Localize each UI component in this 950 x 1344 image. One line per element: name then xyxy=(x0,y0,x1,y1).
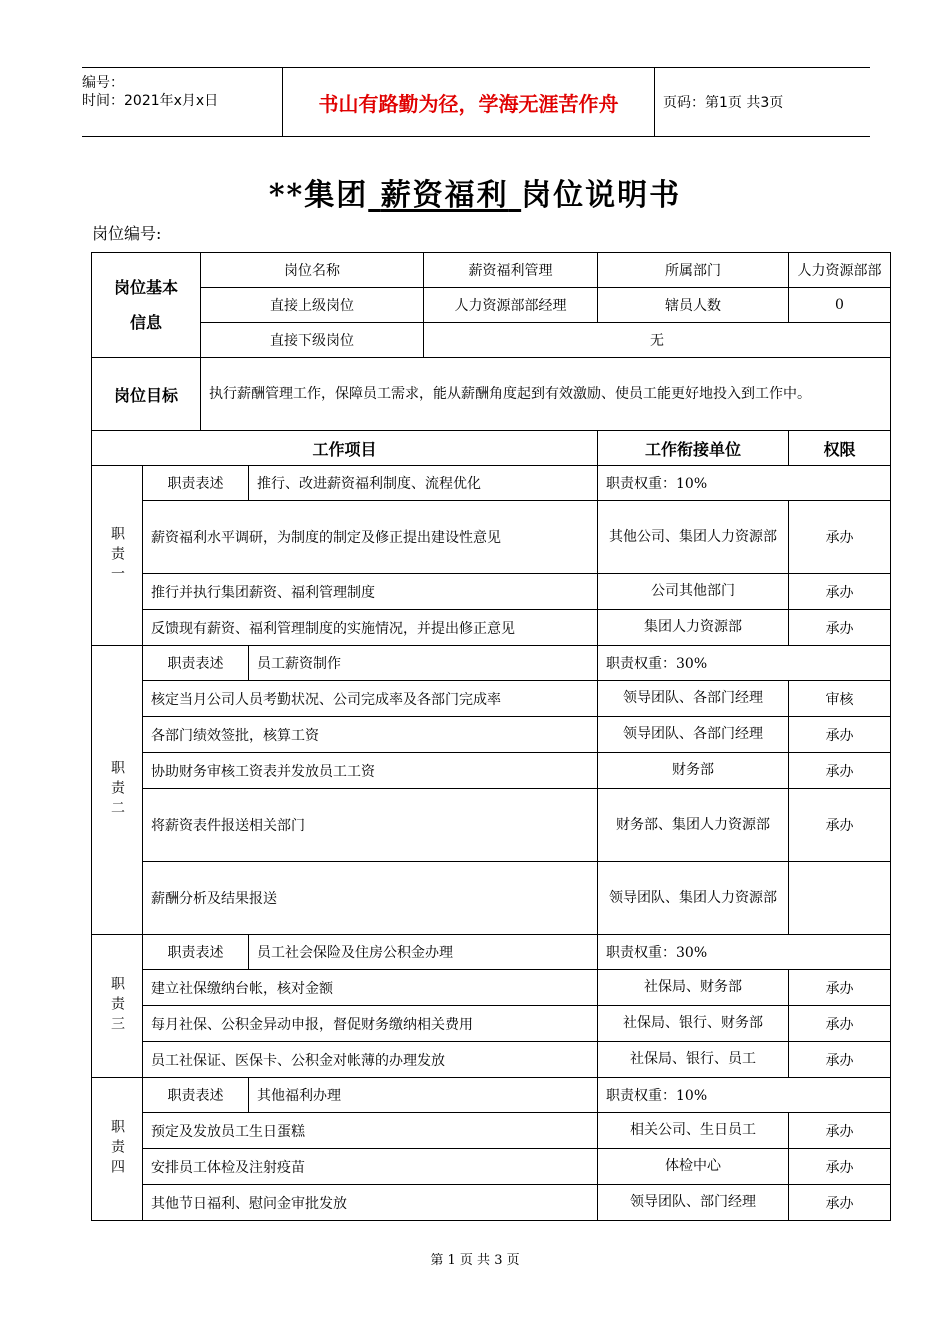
duty-item-authority: 承办 xyxy=(789,610,891,646)
duty-desc-row xyxy=(92,466,891,501)
duty-item-text: 薪资福利水平调研，为制度的制定及修正提出建设性意见 xyxy=(143,501,598,574)
duty-item-text: 建立社保缴纳台帐，核对金额 xyxy=(143,970,598,1006)
duty-desc-label: 职责表述 xyxy=(143,466,249,501)
duty-item-row xyxy=(92,681,891,717)
duty-section-label: 职责四 xyxy=(92,1078,143,1221)
duty-item-row xyxy=(92,1042,891,1078)
duty-item-text: 安排员工体检及注射疫苗 xyxy=(143,1149,598,1185)
header-meta xyxy=(82,68,282,136)
duty-desc-row xyxy=(92,646,891,681)
duty-item-authority: 审核 xyxy=(789,681,891,717)
duty-item-authority: 承办 xyxy=(789,1006,891,1042)
duty-desc-label: 职责表述 xyxy=(143,1078,249,1113)
title-dept: 薪资福利 xyxy=(380,178,509,213)
duty-item-unit: 领导团队、部门经理 xyxy=(598,1185,789,1221)
duty-item-unit: 社保局、财务部 xyxy=(598,970,789,1006)
duty-item-text: 其他节日福利、慰问金审批发放 xyxy=(143,1185,598,1221)
staff-count-label: 辖员人数 xyxy=(598,288,789,323)
duty-item-unit: 领导团队、集团人力资源部 xyxy=(598,862,789,935)
job-description-table xyxy=(91,252,891,1221)
goal-text: 执行薪酬管理工作，保障员工需求，能从薪酬角度起到有效激励、使员工能更好地投入到工作中。 xyxy=(201,358,891,431)
duty-item-authority: 承办 xyxy=(789,717,891,753)
duty-desc-text: 其他福利办理 xyxy=(249,1078,598,1113)
column-header-authority: 权限 xyxy=(789,431,891,466)
duty-item-authority: 承办 xyxy=(789,1185,891,1221)
duty-item-unit: 社保局、银行、员工 xyxy=(598,1042,789,1078)
title-suffix: 岗位说明书 xyxy=(521,178,682,213)
post-name-value: 薪资福利管理 xyxy=(424,253,598,288)
duty-item-text: 推行并执行集团薪资、福利管理制度 xyxy=(143,574,598,610)
duty-item-row xyxy=(92,717,891,753)
duty-item-row xyxy=(92,753,891,789)
duty-item-authority: 承办 xyxy=(789,501,891,574)
duty-item-row xyxy=(92,610,891,646)
duty-item-authority: 承办 xyxy=(789,753,891,789)
duty-item-unit: 其他公司、集团人力资源部 xyxy=(598,501,789,574)
duty-item-authority: 承办 xyxy=(789,1149,891,1185)
duty-item-unit: 领导团队、各部门经理 xyxy=(598,681,789,717)
duty-item-authority: 承办 xyxy=(789,970,891,1006)
duty-item-unit: 财务部 xyxy=(598,753,789,789)
duty-item-text: 将薪资表件报送相关部门 xyxy=(143,789,598,862)
duty-item-text: 每月社保、公积金异动申报，督促财务缴纳相关费用 xyxy=(143,1006,598,1042)
duty-item-text: 各部门绩效签批，核算工资 xyxy=(143,717,598,753)
duty-item-authority xyxy=(789,862,891,935)
header-page-label: 页码：第1页 共3页 xyxy=(663,95,784,111)
duty-desc-row xyxy=(92,1078,891,1113)
duty-item-text: 预定及发放员工生日蛋糕 xyxy=(143,1113,598,1149)
basic-row-3 xyxy=(92,323,891,358)
duty-item-authority: 承办 xyxy=(789,574,891,610)
document-title xyxy=(0,170,950,214)
title-prefix: **集团 xyxy=(268,178,369,213)
page-footer: 第 1 页 共 3 页 xyxy=(430,1253,520,1268)
dept-value: 人力资源部部 xyxy=(789,253,891,288)
basic-row-2 xyxy=(92,288,891,323)
number-label: 编号： xyxy=(82,75,124,91)
header-motto: 书山有路勤为径，学海无涯苦作舟 xyxy=(282,68,655,136)
basic-section-label: 岗位基本 信息 xyxy=(92,253,201,358)
duty-desc-text: 员工社会保险及住房公积金办理 xyxy=(249,935,598,970)
duty-item-row xyxy=(92,501,891,574)
time-label: 时间：2021年x月x日 xyxy=(82,93,219,109)
duty-item-row xyxy=(92,1185,891,1221)
duty-item-row xyxy=(92,1149,891,1185)
duty-desc-text: 推行、改进薪资福利制度、流程优化 xyxy=(249,466,598,501)
basic-row-1 xyxy=(92,253,891,288)
duty-item-unit: 领导团队、各部门经理 xyxy=(598,717,789,753)
duty-section-label: 职责三 xyxy=(92,935,143,1078)
duty-desc-label: 职责表述 xyxy=(143,646,249,681)
duty-item-unit: 体检中心 xyxy=(598,1149,789,1185)
column-header-items: 工作项目 xyxy=(92,431,598,466)
duty-item-row xyxy=(92,1113,891,1149)
superior-value: 人力资源部部经理 xyxy=(424,288,598,323)
duty-item-unit: 集团人力资源部 xyxy=(598,610,789,646)
duty-weight: 职责权重：10% xyxy=(598,466,891,501)
duty-item-unit: 公司其他部门 xyxy=(598,574,789,610)
duty-desc-label: 职责表述 xyxy=(143,935,249,970)
duty-weight: 职责权重：30% xyxy=(598,935,891,970)
duty-section-label: 职责一 xyxy=(92,466,143,646)
duty-item-text: 员工社保证、医保卡、公积金对帐薄的办理发放 xyxy=(143,1042,598,1078)
duty-item-unit: 相关公司、生日员工 xyxy=(598,1113,789,1149)
duty-item-text: 反馈现有薪资、福利管理制度的实施情况，并提出修正意见 xyxy=(143,610,598,646)
duty-weight: 职责权重：10% xyxy=(598,1078,891,1113)
superior-label: 直接上级岗位 xyxy=(201,288,424,323)
duty-item-unit: 财务部、集团人力资源部 xyxy=(598,789,789,862)
duties-body xyxy=(92,466,891,1221)
goal-section-label: 岗位目标 xyxy=(92,358,201,431)
column-header-row xyxy=(92,431,891,466)
duty-item-authority: 承办 xyxy=(789,789,891,862)
goal-row xyxy=(92,358,891,431)
duty-desc-text: 员工薪资制作 xyxy=(249,646,598,681)
duty-item-authority: 承办 xyxy=(789,1042,891,1078)
duty-item-row xyxy=(92,574,891,610)
post-name-label: 岗位名称 xyxy=(201,253,424,288)
duty-item-row xyxy=(92,789,891,862)
duty-item-row xyxy=(92,1006,891,1042)
subordinate-label: 直接下级岗位 xyxy=(201,323,424,358)
duty-item-unit: 社保局、银行、财务部 xyxy=(598,1006,789,1042)
duty-weight: 职责权重：30% xyxy=(598,646,891,681)
subordinate-value: 无 xyxy=(424,323,891,358)
duty-item-text: 协助财务审核工资表并发放员工工资 xyxy=(143,753,598,789)
duty-desc-row xyxy=(92,935,891,970)
duty-item-text: 核定当月公司人员考勤状况、公司完成率及各部门完成率 xyxy=(143,681,598,717)
column-header-units: 工作衔接单位 xyxy=(598,431,789,466)
duty-section-label: 职责二 xyxy=(92,646,143,935)
page-header xyxy=(82,67,870,137)
post-number-label: 岗位编号: xyxy=(92,224,162,243)
duty-item-authority: 承办 xyxy=(789,1113,891,1149)
duty-item-row xyxy=(92,970,891,1006)
duty-item-text: 薪酬分析及结果报送 xyxy=(143,862,598,935)
duty-item-row xyxy=(92,862,891,935)
dept-label: 所属部门 xyxy=(598,253,789,288)
staff-count-value: 0 xyxy=(789,288,891,323)
